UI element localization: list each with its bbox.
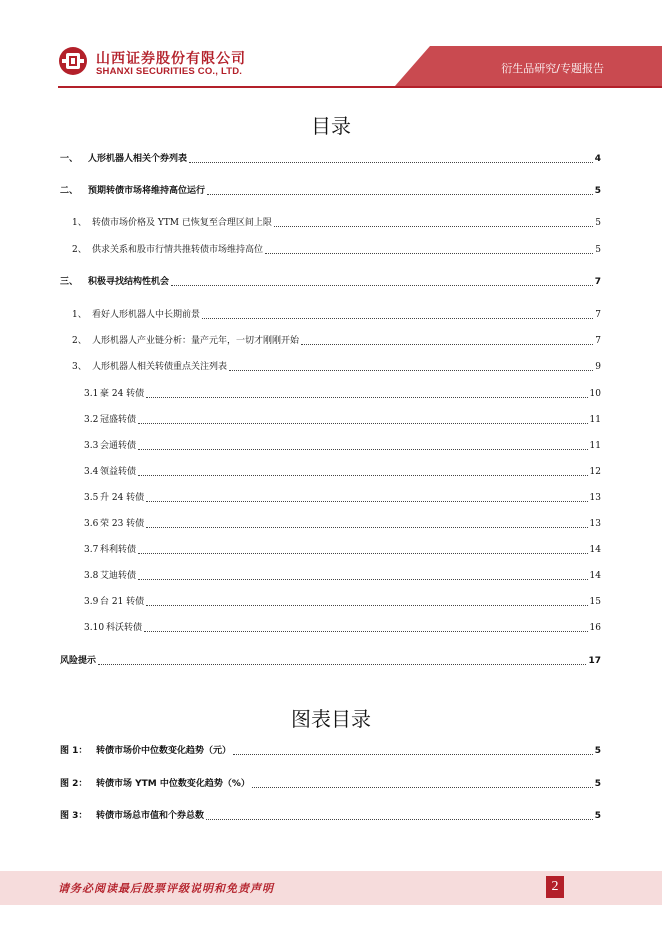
toc-item-text: 科沃转债 — [106, 623, 143, 633]
toc-item-number: 一、 — [60, 154, 79, 164]
toc-item[interactable] — [84, 621, 601, 635]
toc-leader — [265, 252, 593, 254]
toc-item-number: 3.7 — [84, 545, 99, 555]
toc-item-page: 16 — [589, 623, 601, 633]
toc-item-page: 5 — [595, 245, 601, 255]
toc-item-text: 风险提示 — [60, 656, 97, 666]
toc-item[interactable] — [84, 413, 601, 427]
company-logo-icon — [58, 46, 88, 76]
toc-item-number: 3.6 — [84, 519, 99, 529]
toc-leader — [206, 818, 593, 820]
toc-item[interactable] — [60, 275, 601, 289]
toc-item-page: 7 — [594, 277, 601, 287]
toc-item-page: 7 — [595, 336, 601, 346]
toc-leader — [189, 161, 593, 163]
toc-item[interactable] — [72, 360, 601, 374]
toc-leader — [144, 630, 588, 632]
toc-item[interactable] — [84, 465, 601, 479]
figure-item-text: 转债市场 YTM 中位数变化趋势（%） — [96, 779, 250, 789]
toc-leader — [207, 193, 593, 195]
toc-item-number: 3.9 — [84, 597, 99, 607]
toc-item-page: 12 — [589, 467, 601, 477]
toc-item-page: 5 — [595, 218, 601, 228]
toc-item-number: 3.8 — [84, 571, 99, 581]
toc-item-page: 9 — [595, 362, 601, 372]
toc-item-text: 冠盛转债 — [100, 415, 137, 425]
toc-item[interactable] — [84, 491, 601, 505]
toc-item-page: 7 — [595, 310, 601, 320]
toc-item-number: 3.3 — [84, 441, 99, 451]
toc-item-page: 5 — [594, 186, 601, 196]
toc-item[interactable] — [84, 387, 601, 401]
toc-item-text: 台 21 转债 — [100, 597, 145, 607]
toc-item-page: 17 — [588, 656, 601, 666]
toc-item[interactable] — [60, 654, 601, 668]
toc-item-number: 2、 — [72, 245, 87, 255]
toc-item-text: 转债市场价格及 YTM 已恢复至合理区间上限 — [92, 218, 272, 228]
toc-leader — [301, 343, 593, 345]
toc-leader — [229, 369, 593, 371]
toc-item[interactable] — [72, 216, 601, 230]
report-type-label: 衍生品研究/专题报告 — [501, 62, 604, 75]
figure-item-page: 5 — [594, 746, 601, 756]
toc-leader — [146, 500, 587, 502]
figure-item-number: 图 3： — [60, 811, 88, 821]
toc-item-number: 二、 — [60, 186, 79, 196]
toc-item-number: 1、 — [72, 310, 87, 320]
toc-item-page: 11 — [589, 441, 601, 451]
figure-item-number: 图 1： — [60, 746, 88, 756]
toc-item-text: 领益转债 — [100, 467, 137, 477]
toc-item-text: 人形机器人相关转债重点关注列表 — [92, 362, 228, 372]
toc-item-text: 艾迪转债 — [100, 571, 137, 581]
toc-item-page: 13 — [589, 493, 601, 503]
toc-item-text: 预期转债市场将维持高位运行 — [88, 186, 206, 196]
company-name-cn: 山西证券股份有限公司 — [96, 51, 246, 67]
toc-leader — [274, 225, 593, 227]
toc-leader — [146, 396, 587, 398]
toc-item[interactable] — [84, 543, 601, 557]
toc-leader — [146, 526, 587, 528]
figure-item-page: 5 — [594, 811, 601, 821]
page-header — [0, 0, 662, 86]
toc-item-text: 看好人形机器人中长期前景 — [92, 310, 201, 320]
toc-leader — [138, 578, 588, 580]
figure-item[interactable] — [60, 777, 601, 791]
toc-item-number: 三、 — [60, 277, 79, 287]
toc-item-text: 升 24 转债 — [100, 493, 145, 503]
figure-item-page: 5 — [594, 779, 601, 789]
toc-leader — [138, 422, 588, 424]
figure-item[interactable] — [60, 744, 601, 758]
toc-item-page: 11 — [589, 415, 601, 425]
toc-item-text: 豪 24 转债 — [100, 389, 145, 399]
toc-item-text: 科利转债 — [100, 545, 137, 555]
toc-item[interactable] — [84, 569, 601, 583]
toc-leader — [171, 284, 593, 286]
figure-item-text: 转债市场总市值和个券总数 — [96, 811, 205, 821]
toc-item-page: 14 — [589, 545, 601, 555]
figure-item[interactable] — [60, 809, 601, 823]
toc-leader — [202, 317, 593, 319]
toc-item-text: 荣 23 转债 — [100, 519, 145, 529]
toc-item-number: 3.4 — [84, 467, 99, 477]
toc-item-number: 1、 — [72, 218, 87, 228]
company-name-en: SHANXI SECURITIES CO., LTD. — [96, 66, 243, 77]
toc-item-page: 15 — [589, 597, 601, 607]
toc-item-text: 供求关系和股市行情共推转债市场维持高位 — [92, 245, 264, 255]
toc-item-text: 人形机器人相关个券列表 — [88, 154, 188, 164]
toc-leader — [138, 474, 588, 476]
toc-leader — [146, 604, 587, 606]
toc-leader — [138, 448, 588, 450]
header-divider — [58, 86, 662, 88]
toc-item-number: 2、 — [72, 336, 87, 346]
toc-item[interactable] — [60, 152, 601, 166]
figure-item-number: 图 2： — [60, 779, 88, 789]
toc-item[interactable] — [72, 243, 601, 257]
toc-item-page: 10 — [589, 389, 601, 399]
toc-item-page: 4 — [594, 154, 601, 164]
toc-item-number: 3.2 — [84, 415, 99, 425]
toc-item[interactable] — [72, 334, 601, 348]
toc-leader — [98, 663, 586, 665]
toc-title: 目录 — [311, 114, 351, 138]
toc-leader — [233, 753, 593, 755]
toc-item-text: 会通转债 — [100, 441, 137, 451]
figure-item-text: 转债市场价中位数变化趋势（元） — [96, 746, 232, 756]
toc-item-number: 3.5 — [84, 493, 99, 503]
toc-item-number: 3、 — [72, 362, 87, 372]
toc-item-page: 14 — [589, 571, 601, 581]
toc-item[interactable] — [84, 595, 601, 609]
toc-item-text: 积极寻找结构性机会 — [88, 277, 170, 287]
page-number: 2 — [546, 876, 564, 898]
toc-item-number: 3.1 — [84, 389, 99, 399]
toc-item[interactable] — [72, 308, 601, 322]
toc-leader — [252, 786, 593, 788]
toc-leader — [138, 552, 588, 554]
toc-item-text: 人形机器人产业链分析：量产元年，一切才刚刚开始 — [92, 336, 300, 346]
toc-item-page: 13 — [589, 519, 601, 529]
toc-item[interactable] — [84, 517, 601, 531]
toc-item[interactable] — [84, 439, 601, 453]
figures-title: 图表目录 — [291, 707, 371, 731]
toc-item-number: 3.10 — [84, 623, 105, 633]
toc-item[interactable] — [60, 184, 601, 198]
disclaimer-notice: 请务必阅读最后股票评级说明和免责声明 — [58, 882, 274, 895]
